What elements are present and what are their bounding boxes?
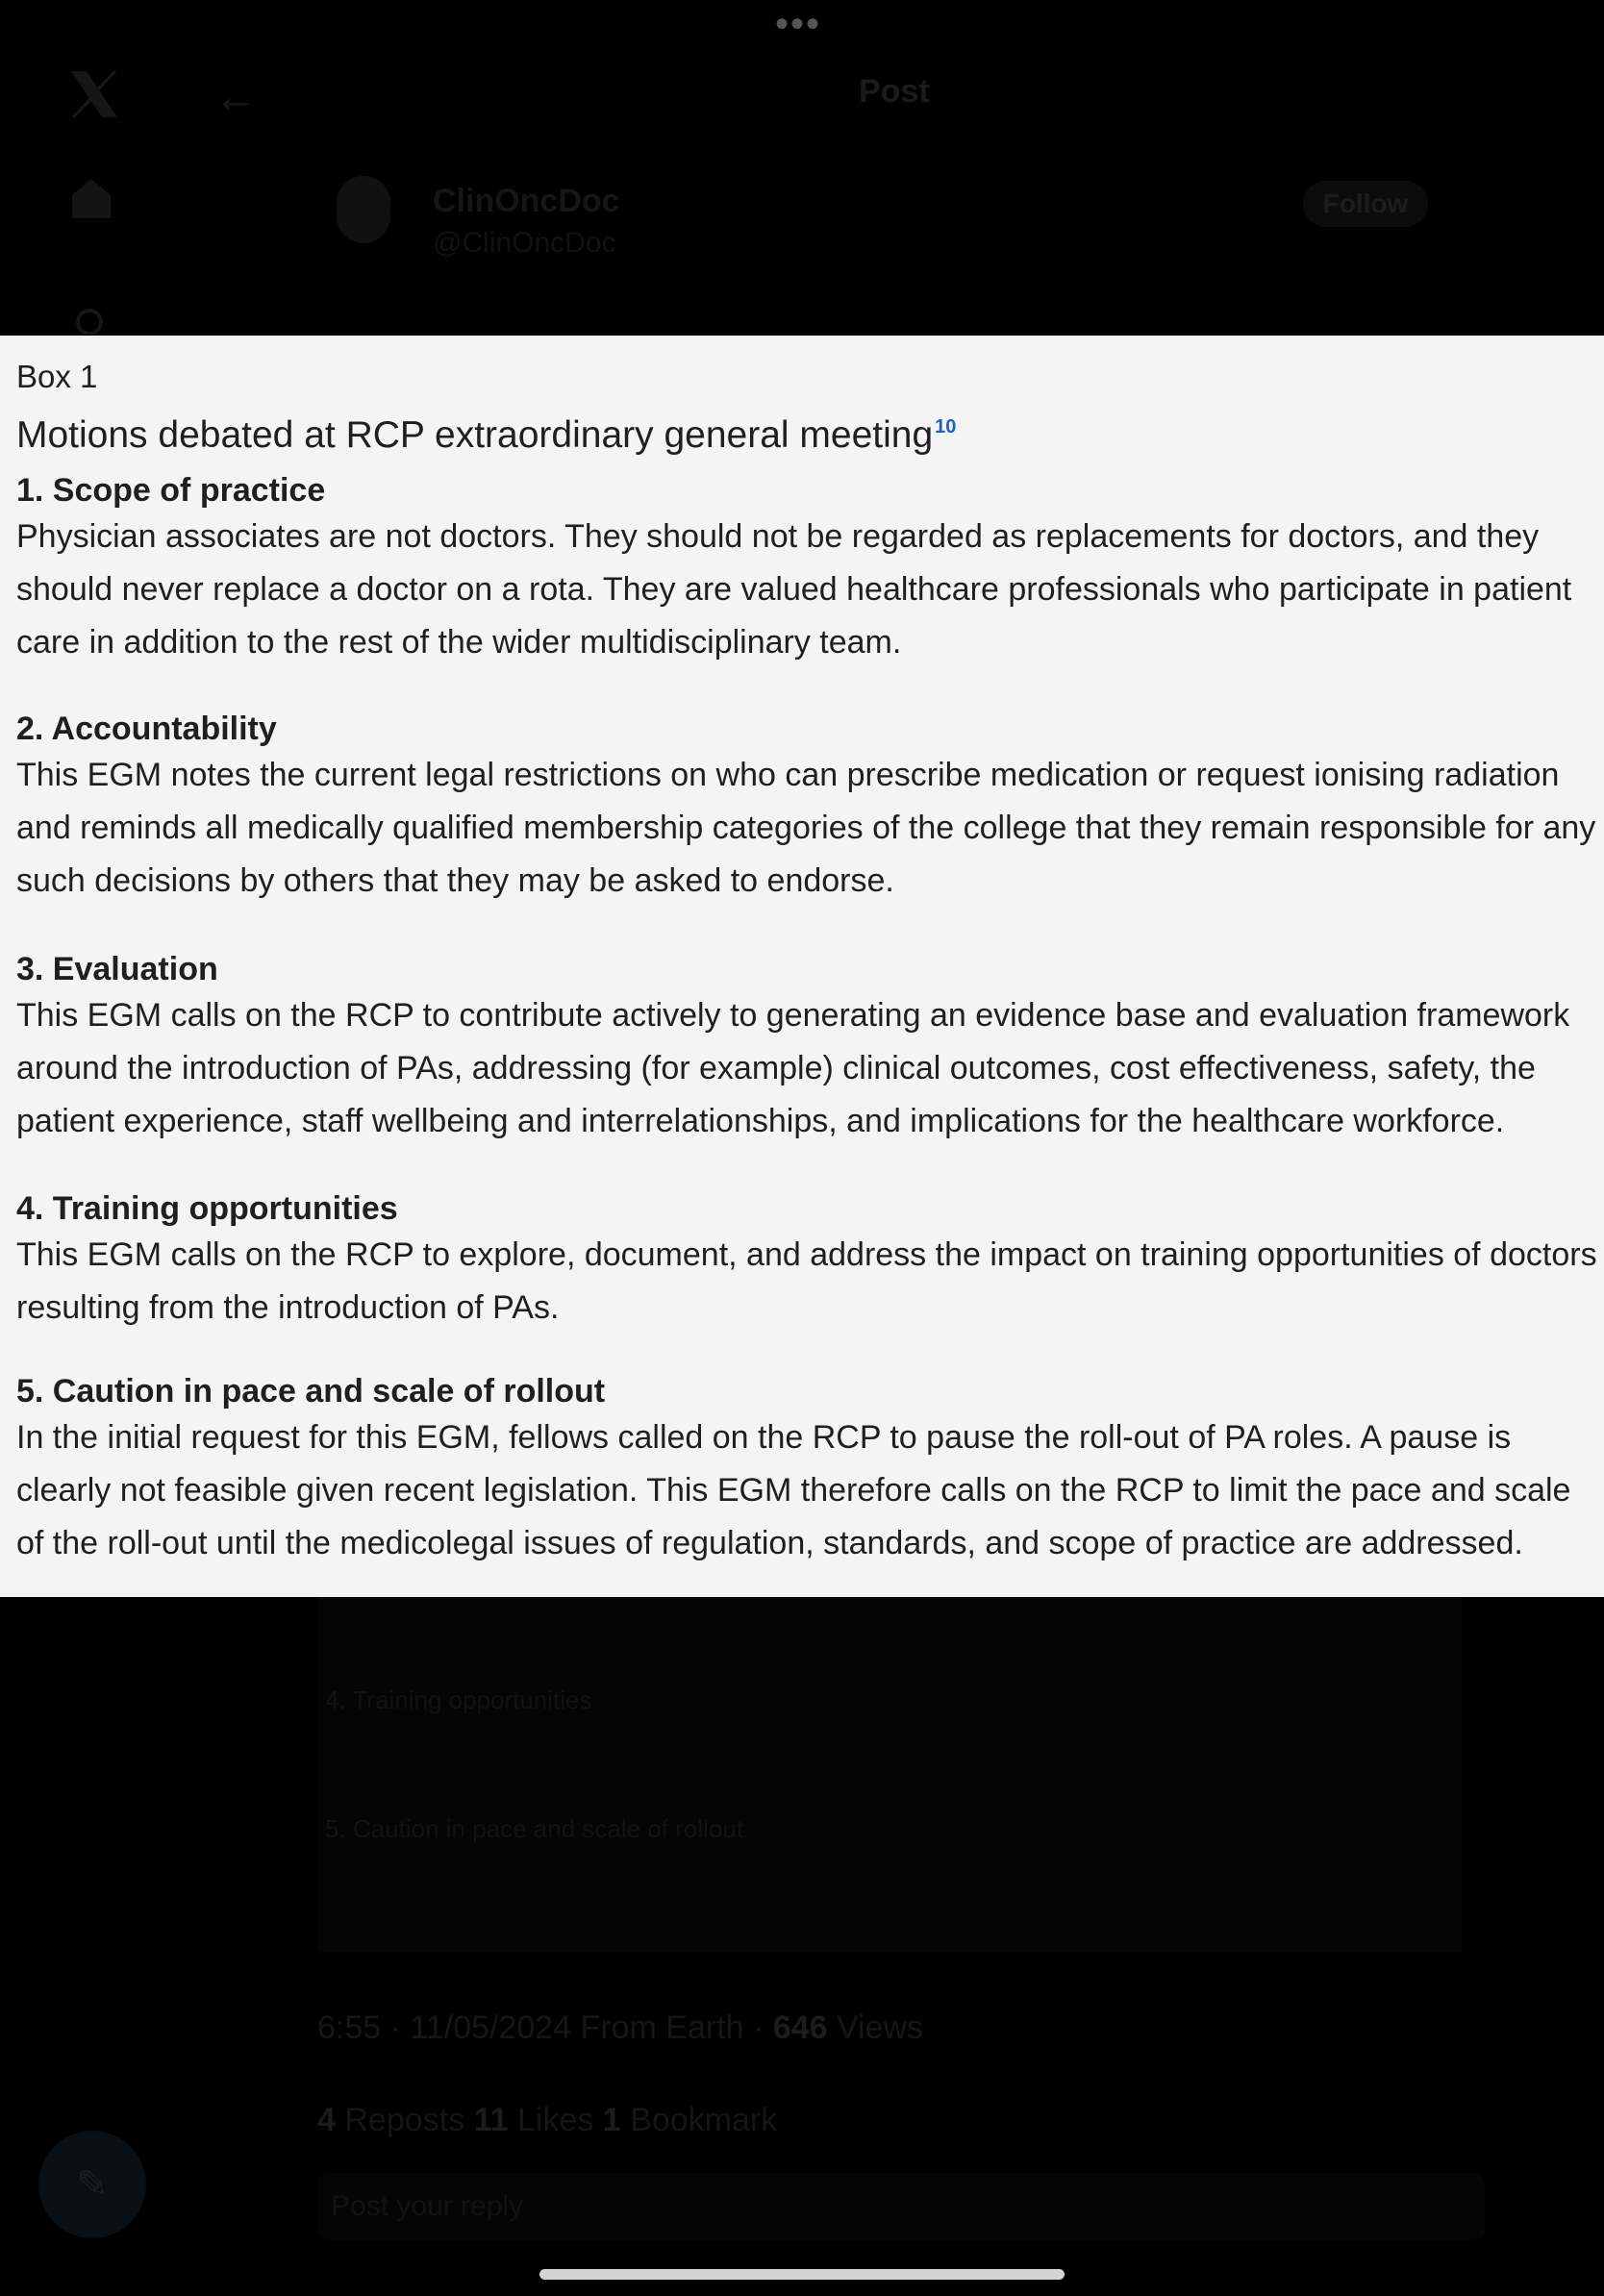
compose-button[interactable] xyxy=(38,2131,146,2238)
bookmarks-label[interactable]: Bookmark xyxy=(630,2102,778,2138)
search-icon[interactable] xyxy=(73,306,110,335)
reply-input[interactable]: Post your reply xyxy=(317,2173,1485,2240)
views-label: Views xyxy=(836,2009,924,2046)
author-handle[interactable]: @ClinOncDoc xyxy=(433,227,616,259)
home-icon[interactable] xyxy=(69,176,113,220)
views-count: 646 xyxy=(772,2009,828,2046)
avatar[interactable] xyxy=(337,176,390,243)
compose-icon: ✎ xyxy=(76,2163,109,2206)
post-meta: 6:55 · 11/05/2024 From Earth · 646 Views xyxy=(317,2009,924,2046)
section-heading-accountability: 2. Accountability xyxy=(16,711,277,747)
post-image-box[interactable] xyxy=(0,336,1604,1597)
likes-count[interactable]: 11 xyxy=(473,2102,509,2138)
likes-label[interactable]: Likes xyxy=(516,2102,594,2138)
section-heading-scope: 1. Scope of practice xyxy=(16,472,326,509)
post-date: 11/05/2024 xyxy=(410,2009,572,2046)
more-menu-icon[interactable]: ••• xyxy=(775,3,822,45)
back-arrow-icon[interactable]: ← xyxy=(213,71,258,121)
box-title: Motions debated at RCP extraordinary general meeting $^{10}$ xyxy=(16,414,957,456)
post-time: 6:55 xyxy=(317,2009,382,2046)
x-logo[interactable] xyxy=(67,67,121,121)
box-label: Box 1 xyxy=(16,359,98,394)
home-indicator[interactable] xyxy=(539,2269,1065,2280)
background-heading: 5. Caution in pace and scale of rollout xyxy=(325,1814,744,1843)
background-heading: 4. Training opportunities xyxy=(325,1685,592,1714)
section-heading-rollout: 5. Caution in pace and scale of rollout xyxy=(16,1373,606,1410)
post-source: From Earth xyxy=(580,2009,744,2046)
section-heading-training: 4. Training opportunities xyxy=(16,1190,398,1227)
follow-button[interactable]: Follow xyxy=(1303,181,1428,227)
page-title: Post xyxy=(859,73,930,110)
reposts-label[interactable]: Reposts xyxy=(344,2102,465,2138)
reference-superscript: 10 xyxy=(935,416,957,437)
background-post-image xyxy=(317,1597,1462,1953)
post-stats xyxy=(317,2102,777,2139)
section-body-rollout: In the initial request for this EGM, fellows called on the RCP to pause the roll-out of PA roles. A pause is clearly not feasible given recent legislation. This EGM therefore calls on the RCP to limit the pace and scale of the roll-out until the medicolegal issues of regulation, standards, and scope of practice are addressed. xyxy=(16,1419,1571,1561)
author-name[interactable]: ClinOncDoc xyxy=(433,183,620,219)
section-body-accountability: This EGM notes the current legal restrictions on who can prescribe medication or request ionising radiation and reminds all medically qualified membership categories of the college that they remain responsible for any such decisions by others that they may be asked to endorse. xyxy=(16,757,1596,899)
section-body-evaluation: This EGM calls on the RCP to contribute actively to generating an evidence base and evaluation framework around the introduction of PAs, addressing (for example) clinical outcomes, cost effectiveness, safety, the patient experience, staff wellbeing and interrelationships, and implications for the healthcare workforce. xyxy=(16,997,1570,1139)
section-body-training: This EGM calls on the RCP to explore, document, and address the impact on training opportunities of doctors resulting from the introduction of PAs. xyxy=(16,1236,1597,1326)
section-body-scope: Physician associates are not doctors. They should not be regarded as replacements for doctors, and they should never replace a doctor on a rota. They are valued healthcare professionals who participate in patient care in addition to the rest of the wider multidisciplinary team. xyxy=(16,518,1572,661)
bookmarks-count[interactable]: 1 xyxy=(602,2102,621,2138)
section-heading-evaluation: 3. Evaluation xyxy=(16,951,218,987)
reposts-count[interactable]: 4 xyxy=(317,2102,336,2138)
